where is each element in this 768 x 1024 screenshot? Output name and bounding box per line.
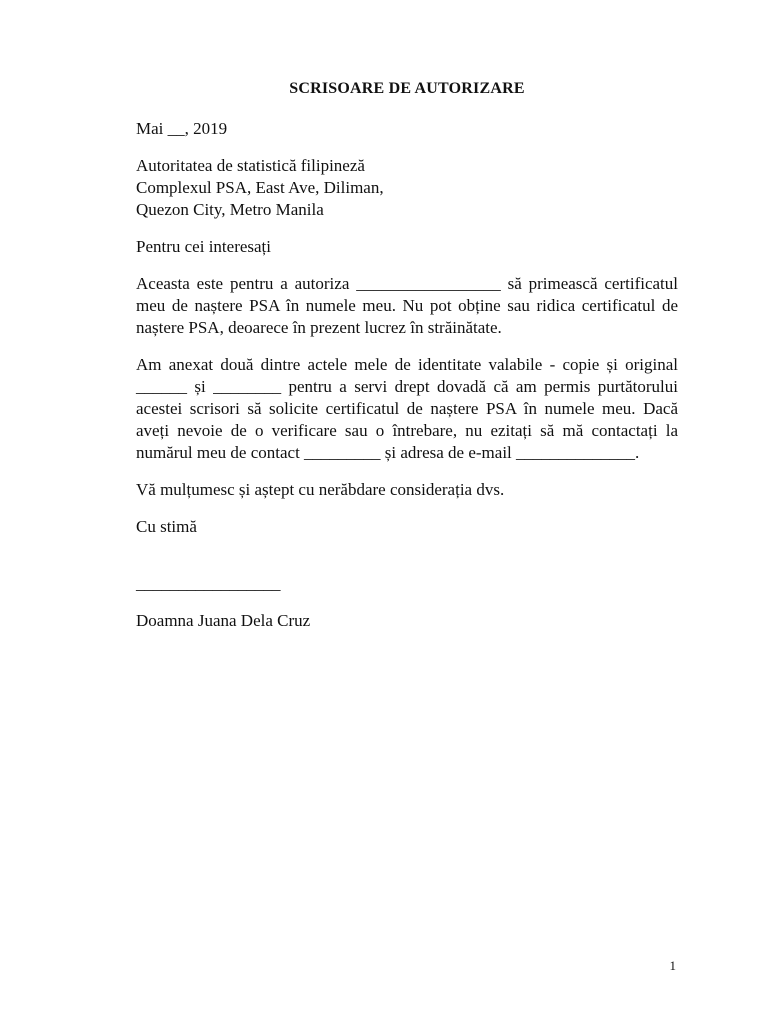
thanks-line: Vă mulțumesc și aștept cu nerăbdare considerația dvs. <box>136 480 505 499</box>
signature-line: _________________ <box>136 574 281 593</box>
recipient-line-1: Autoritatea de statistică filipineză <box>136 156 365 175</box>
page-number: 1 <box>669 958 676 973</box>
signer-name: Doamna Juana Dela Cruz <box>136 611 311 630</box>
letter-title: SCRISOARE DE AUTORIZARE <box>289 80 525 97</box>
letter-content <box>136 78 678 647</box>
recipient-line-3: Quezon City, Metro Manila <box>136 200 324 219</box>
paragraph-identification: Am anexat două dintre actele mele de identitate valabile - copie și original ______ și ________ pentru a servi drept dovadă că am permis purtătorului acestei scrisori să solicite certificatul de naștere PSA în numele meu. Dacă aveți nevoie de o verificare sau o întrebare, nu ezitați să mă contactați la numărul meu de contact _________ și adresa de e-mail ______________. <box>136 355 678 462</box>
letter-date: Mai __, 2019 <box>136 119 228 138</box>
recipient-line-2: Complexul PSA, East Ave, Diliman, <box>136 178 384 197</box>
recipient-address <box>136 155 678 221</box>
paragraph-authorization: Aceasta este pentru a autoriza _________________ să primească certificatul meu de naștere PSA în numele meu. Nu pot obține sau ridica certificatul de naștere PSA, deoarece în prezent lucrez în străinătate. <box>136 274 678 337</box>
salutation: Pentru cei interesați <box>136 237 272 256</box>
closing: Cu stimă <box>136 517 197 536</box>
